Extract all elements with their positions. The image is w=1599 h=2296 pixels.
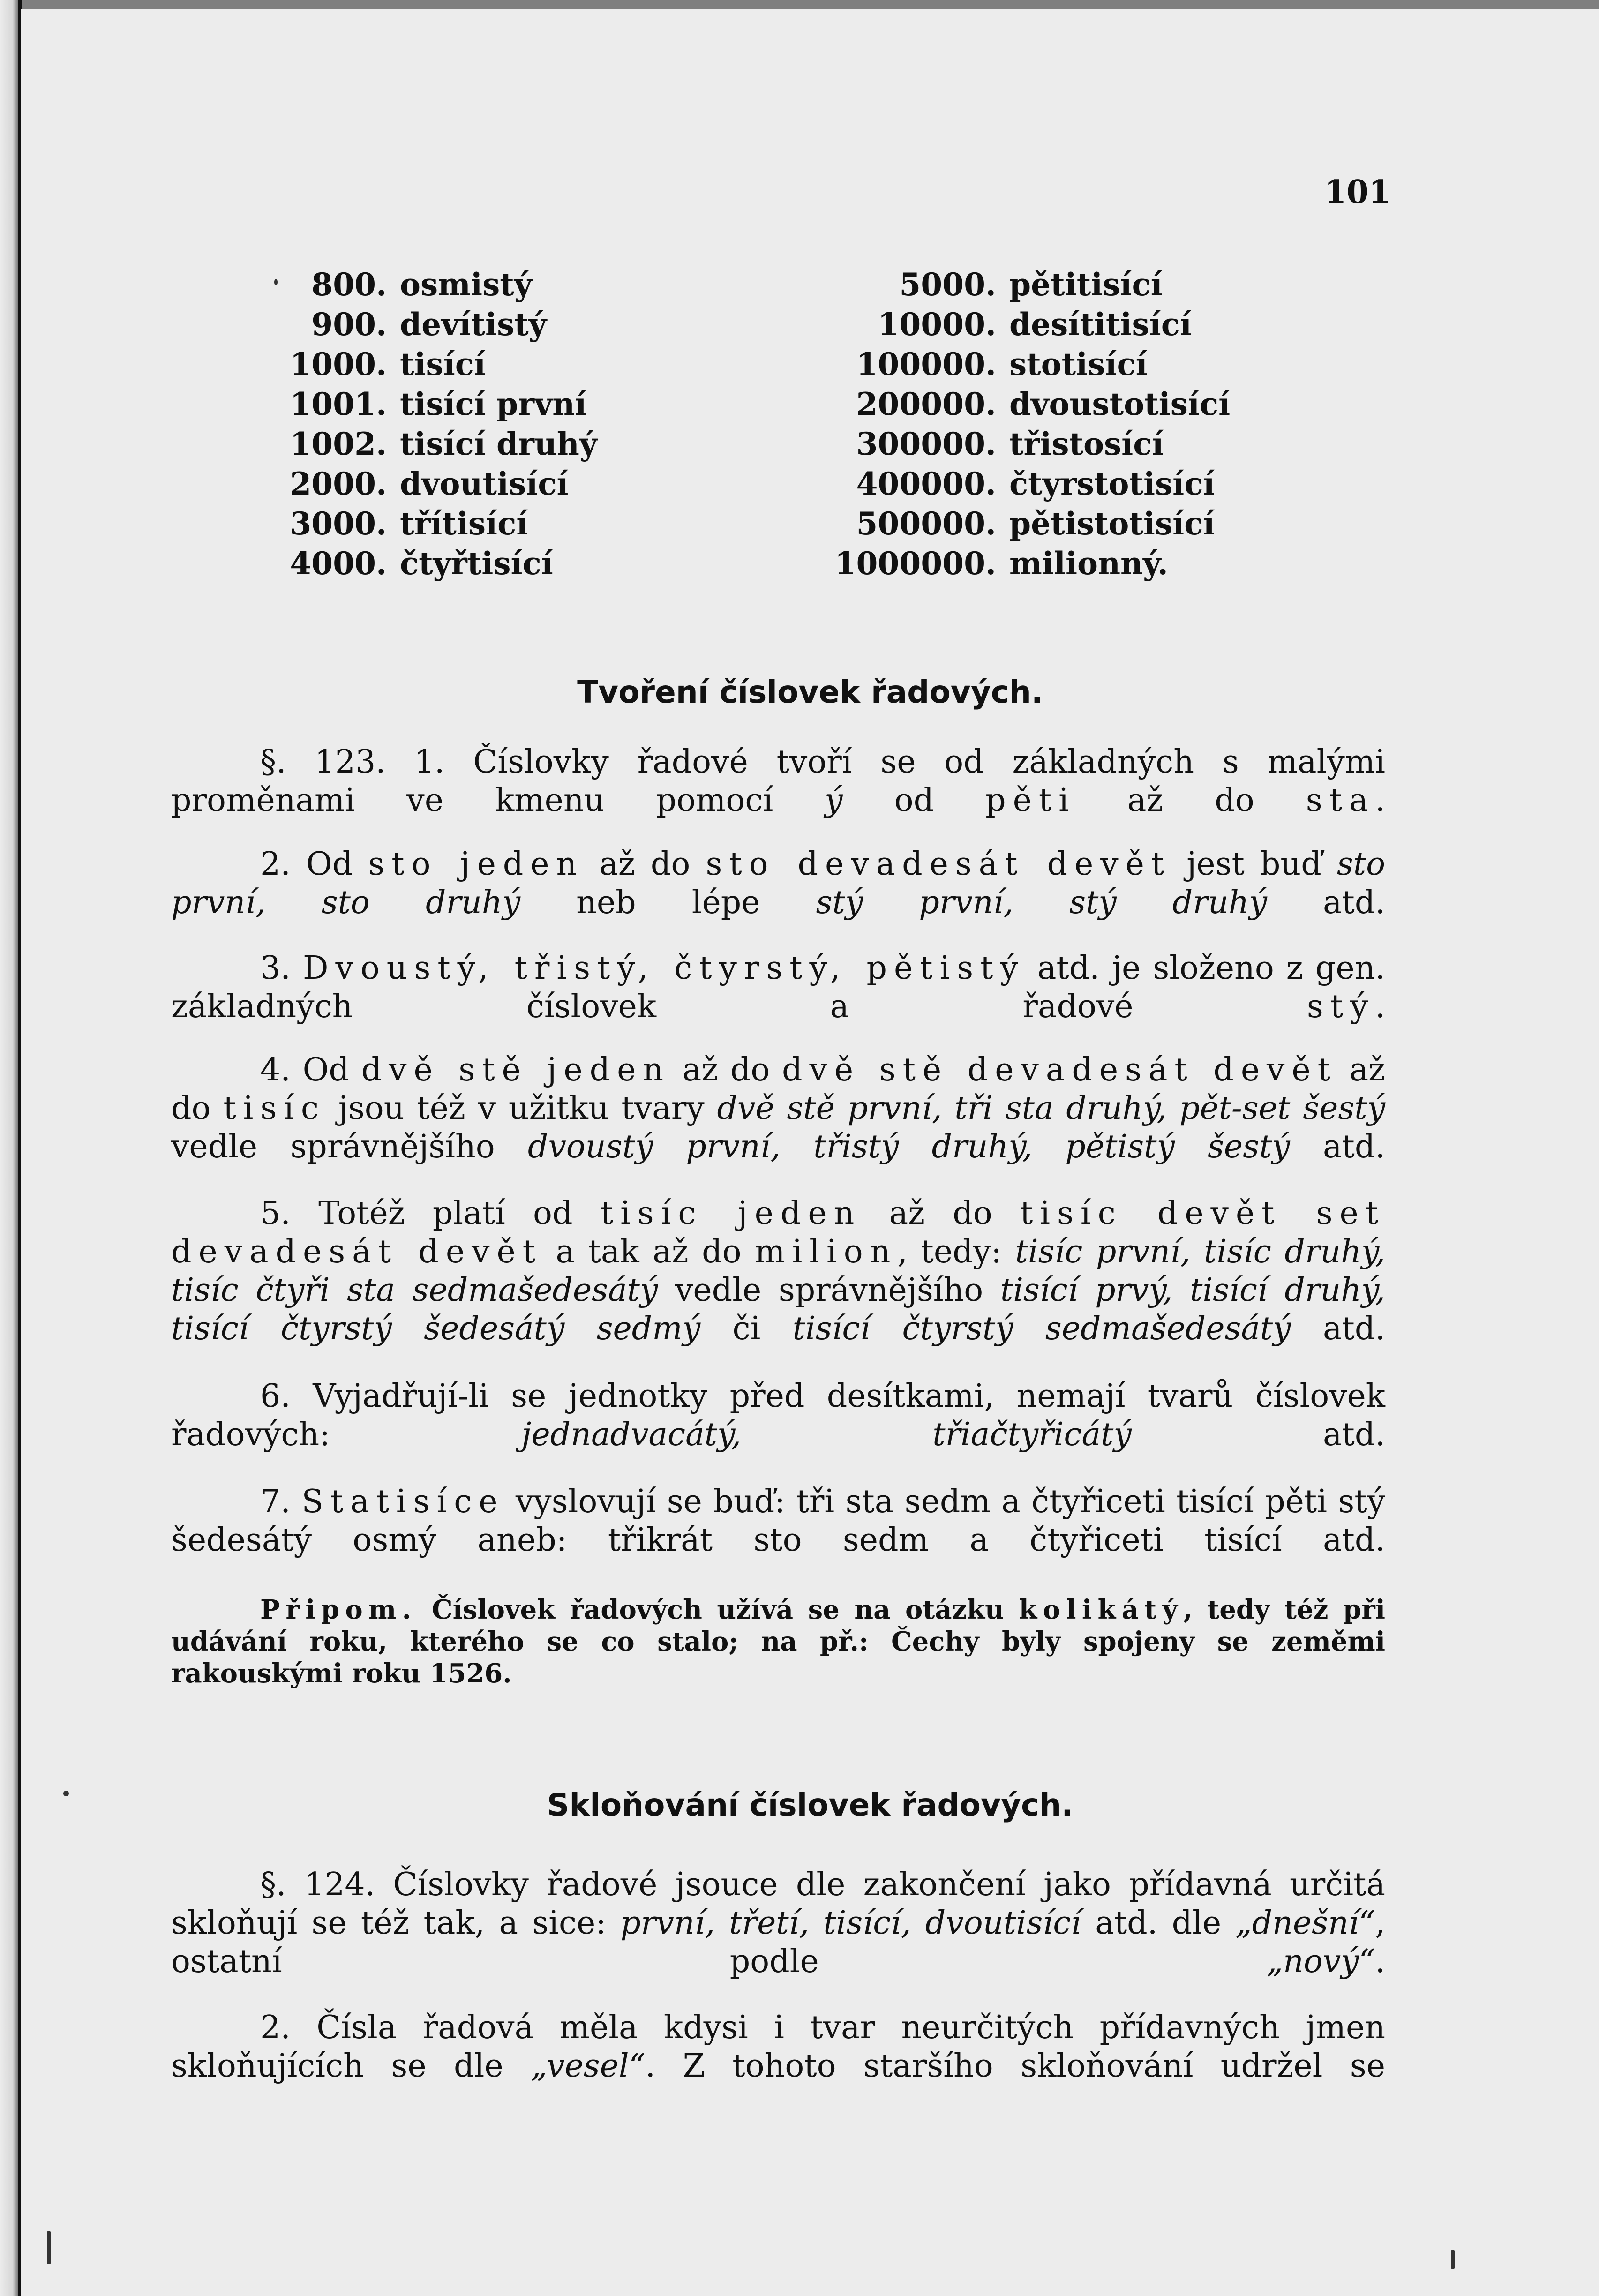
text: , ostatní podle xyxy=(171,1905,1385,1980)
numerals-table-left xyxy=(274,265,597,584)
numeral-word: stotisící xyxy=(1009,346,1148,383)
numeral-word: milionný. xyxy=(1009,545,1168,582)
numerals-table-right xyxy=(818,265,1230,584)
text-spaced: pěti xyxy=(985,782,1076,819)
numeral-number: 1001. xyxy=(290,386,387,422)
numeral-number: 1002. xyxy=(290,426,387,462)
text: Číslovek řadových užívá se na otázku xyxy=(417,1594,1019,1625)
note-label: Připom. xyxy=(260,1594,417,1625)
numeral-word: tisící xyxy=(400,346,486,383)
text-italic: první, třetí, tisící, dvoutisící xyxy=(620,1905,1081,1942)
text-italic: sto první, sto druhý xyxy=(171,846,1386,921)
page-number: 101 xyxy=(1324,173,1391,211)
section-heading-declension: Skloňování číslovek řadových. xyxy=(547,1787,1074,1823)
numeral-word: dvoutisící xyxy=(400,465,569,502)
numeral-word: devítistý xyxy=(400,306,547,343)
text: . xyxy=(1375,1943,1385,1980)
text: . Z tohoto staršího skloňování udržel se xyxy=(645,2048,1385,2085)
numeral-number: 800. xyxy=(311,266,387,303)
text: . xyxy=(1375,988,1385,1025)
text: 2. Čísla řadová měla kdysi i tvar neurčitých přídavných jmen skloňujících se dle xyxy=(171,2009,1385,2085)
text-italic: „vesel“ xyxy=(531,2048,646,2085)
numeral-row xyxy=(274,424,597,464)
text-spaced: Statisíce xyxy=(301,1483,505,1520)
text: a tak až do xyxy=(542,1233,755,1270)
numeral-row xyxy=(274,305,597,345)
scan-speck xyxy=(63,1791,69,1796)
text: atd. xyxy=(1291,1310,1385,1347)
text: atd. je složeno z gen. základných číslovek a řadové xyxy=(171,950,1385,1025)
numeral-row xyxy=(818,265,1230,305)
numeral-row xyxy=(818,305,1230,345)
paragraph-123-4 xyxy=(171,1051,1385,1166)
text-spaced: sto devadesát devět xyxy=(706,846,1171,883)
text: 4. Od xyxy=(260,1051,361,1088)
section-heading-formation: Tvoření číslovek řadových. xyxy=(577,674,1043,710)
text: §. 124. Číslovky řadové jsouce dle zakončení jako přídavná určitá skloňují se též tak, a sice: xyxy=(171,1866,1385,1942)
numeral-number: 200000. xyxy=(856,386,996,422)
numeral-word: dvoustotisící xyxy=(1009,386,1231,422)
paragraph-124-1 xyxy=(171,1866,1385,1981)
text-italic: tisící čtyrstý sedmašedesátý xyxy=(792,1310,1291,1347)
scan-speck xyxy=(274,279,278,285)
numeral-number: 2000. xyxy=(290,465,387,502)
text: jsou též v užitku tvary xyxy=(325,1090,717,1127)
paragraph-123-3 xyxy=(171,949,1385,1026)
note-pripominka xyxy=(171,1594,1385,1689)
text: od xyxy=(842,782,986,819)
paragraph-123-5 xyxy=(171,1194,1385,1348)
numeral-word: tisící první xyxy=(400,386,587,422)
numeral-row xyxy=(818,544,1230,584)
text-spaced: sta xyxy=(1306,782,1375,819)
text-spaced: milion xyxy=(755,1233,898,1270)
text-italic: dvě stě první, tři sta druhý, pět-set šestý xyxy=(717,1090,1385,1127)
text-spaced: dvě stě devadesát devět xyxy=(782,1051,1337,1088)
text: 2. Od xyxy=(260,846,368,883)
text: , tedy též při udávání roku, kterého se co stalo; na př.: Čechy byly spojeny se zeměmi rakouskými roku 1526. xyxy=(171,1594,1386,1689)
text-spaced: Dvoustý, třistý, čtyrstý, pětistý xyxy=(303,950,1025,987)
numeral-word: tisící druhý xyxy=(400,426,598,462)
text: 7. xyxy=(260,1483,302,1520)
text-italic: ý xyxy=(825,782,843,819)
paragraph-123-7 xyxy=(171,1483,1385,1560)
text: atd. xyxy=(1290,1128,1386,1165)
text-italic: tisíc první, tisíc druhý, tisíc čtyři sta sedmašedesátý xyxy=(171,1233,1385,1309)
numeral-number: 300000. xyxy=(856,426,996,462)
numeral-word: třistosící xyxy=(1009,426,1164,462)
numeral-word: osmistý xyxy=(400,266,533,303)
text-italic: jednadvacátý, třiačtyřicátý xyxy=(521,1416,1132,1453)
numeral-number: 400000. xyxy=(856,465,996,502)
paragraph-124-2 xyxy=(171,2009,1385,2086)
numeral-number: 900. xyxy=(311,306,387,343)
numeral-word: desítitisící xyxy=(1009,306,1192,343)
numeral-word: čtyrstotisící xyxy=(1009,465,1215,502)
numeral-row xyxy=(274,265,597,305)
numeral-row xyxy=(818,424,1230,464)
text: až do xyxy=(670,1051,782,1088)
text-spaced: kolikátý xyxy=(1019,1594,1184,1625)
text-italic: tisící prvý, tisící druhý, tisící čtyrstý šedesátý sedmý xyxy=(171,1272,1386,1347)
text: až do xyxy=(584,846,706,883)
text: 6. Vyjadřují-li se jednotky před desítkami, nemají tvarů číslovek řadových: xyxy=(171,1378,1385,1453)
numeral-word: pětitisící xyxy=(1009,266,1163,303)
numeral-word: třítisící xyxy=(400,505,528,542)
numeral-word: čtyřtisící xyxy=(400,545,553,582)
text: až do xyxy=(861,1195,1021,1232)
numeral-row xyxy=(274,504,597,544)
text: neb lépe xyxy=(520,884,816,921)
numeral-number: 4000. xyxy=(290,545,387,582)
text-spaced: tisíc xyxy=(223,1090,326,1127)
text-spaced: tisíc devět set devadesát devět xyxy=(171,1195,1386,1270)
book-page xyxy=(21,9,1599,2296)
text-italic: stý první, stý druhý xyxy=(816,884,1267,921)
numeral-row xyxy=(818,504,1230,544)
scan-speck xyxy=(1451,2250,1455,2269)
numeral-number: 5000. xyxy=(899,266,996,303)
numeral-number: 500000. xyxy=(856,505,996,542)
numeral-row xyxy=(274,345,597,384)
text: či xyxy=(700,1310,793,1347)
text-spaced: sto jeden xyxy=(368,846,584,883)
numeral-row xyxy=(818,345,1230,384)
text: jest buď xyxy=(1171,846,1337,883)
numeral-word: pětistotisící xyxy=(1009,505,1215,542)
text: až do xyxy=(171,1051,1386,1127)
text: , tedy: xyxy=(897,1233,1015,1270)
text-italic: dvoustý první, třistý druhý, pětistý šestý xyxy=(527,1128,1290,1165)
text: §. 123. 1. Číslovky řadové tvoří se od základných s malými proměnami ve kmenu pomocí xyxy=(171,743,1385,819)
paragraph-123-1 xyxy=(171,743,1385,820)
text: až do xyxy=(1075,782,1306,819)
text: . xyxy=(1375,782,1385,819)
text: atd. xyxy=(1267,884,1385,921)
text-italic: „nový“ xyxy=(1266,1943,1375,1980)
numeral-number: 10000. xyxy=(878,306,996,343)
numeral-number: 1000. xyxy=(290,346,387,383)
paragraph-123-6 xyxy=(171,1377,1385,1454)
text-italic: „dnešní“ xyxy=(1235,1905,1375,1942)
text: atd. dle xyxy=(1081,1905,1236,1942)
text: vedle správnějšího xyxy=(171,1128,528,1165)
numeral-number: 1000000. xyxy=(834,545,996,582)
text: vedle správnějšího xyxy=(658,1272,1000,1309)
numeral-number: 100000. xyxy=(856,346,996,383)
text-spaced: stý xyxy=(1306,988,1375,1025)
text-spaced: dvě stě jeden xyxy=(361,1051,671,1088)
numeral-row xyxy=(274,544,597,584)
text-spaced: tisíc jeden xyxy=(600,1195,862,1232)
text: 3. xyxy=(260,950,303,987)
numeral-row xyxy=(818,464,1230,504)
text: atd. xyxy=(1131,1416,1385,1453)
text: 5. Totéž platí od xyxy=(260,1195,601,1232)
paragraph-123-2 xyxy=(171,845,1385,922)
numeral-row xyxy=(274,464,597,504)
numeral-number: 3000. xyxy=(290,505,387,542)
numeral-row xyxy=(274,384,597,424)
scan-speck xyxy=(47,2231,51,2264)
text: vyslovují se buď: tři sta sedm a čtyřiceti tisící pěti stý šedesátý osmý aneb: třikrát sto sedm a čtyřiceti tisící atd. xyxy=(171,1483,1385,1559)
numeral-row xyxy=(818,384,1230,424)
